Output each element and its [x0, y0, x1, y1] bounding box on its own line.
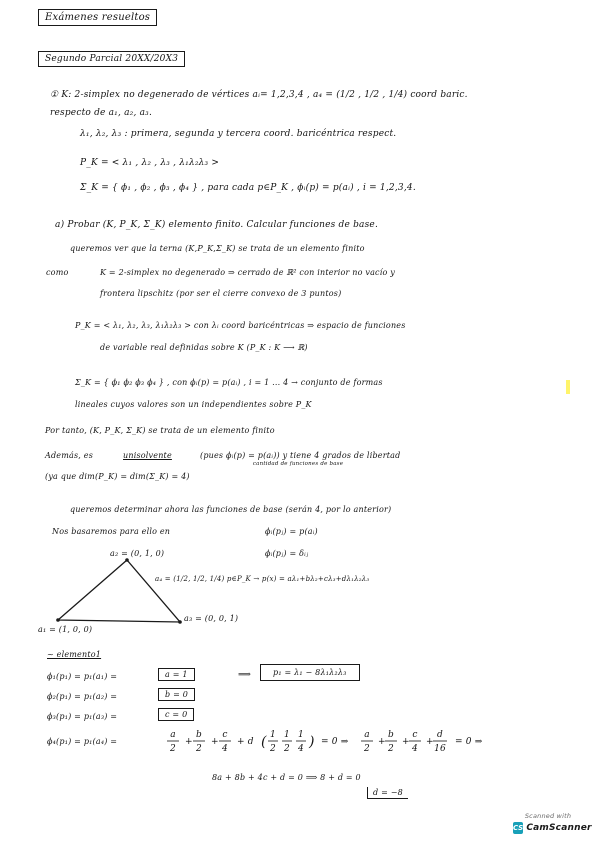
frac-a-den: 2 [170, 744, 176, 754]
phi4-eq: ϕ₄(p₁) = p₁(a₄) = [47, 737, 118, 746]
statement-line-3: λ₁, λ₂, λ₃ : primera, segunda y tercera coord. baricéntrica respect. [80, 129, 397, 139]
label-a3: a₃ = (0, 0, 1) [184, 614, 239, 623]
text-line-14: Por tanto, (K, P_K, Σ_K) se trata de un elemento finito [45, 426, 275, 435]
frac-b-den: 2 [196, 744, 202, 754]
text-line-18a: Nos basaremos para ello en [52, 527, 171, 536]
text-line-18b: ϕᵢ(pⱼ) = p(aᵢ) [265, 527, 318, 536]
svg-text:4: 4 [412, 744, 418, 754]
svg-text:): ) [309, 734, 315, 750]
text-line-15b-underlined: unisolvente [123, 451, 172, 460]
box-d-result [367, 787, 408, 799]
text-line-17: queremos determinar ahora las funciones de base (serán 4, por lo anterior) [70, 505, 392, 514]
label-a1: a₁ = (1, 0, 0) [38, 625, 93, 634]
svg-text:1: 1 [298, 730, 304, 740]
text-line-15c: (pues ϕᵢ(p) = p(aᵢ)) y tiene 4 grados de libertad [200, 451, 401, 460]
svg-text:(: ( [261, 734, 267, 750]
label-a2: a₂ = (0, 1, 0) [110, 549, 165, 558]
header-title: Exámenes resueltos [45, 12, 151, 23]
svg-text:16: 16 [434, 744, 446, 754]
text-line-16: (ya que dim(P_K) = dim(Σ_K) = 4) [45, 472, 190, 481]
statement-line-5: Σ_K = { ϕ₁ , ϕ₂ , ϕ₃ , ϕ₄ } , para cada p∈P_K , ϕᵢ(p) = p(aᵢ) , i = 1,2,3,4. [80, 183, 416, 193]
svg-text:2: 2 [270, 744, 276, 754]
phi3-eq: ϕ₃(p₁) = p₁(a₃) = [47, 712, 118, 721]
text-line-7: queremos ver que la terna (K,P_K,Σ_K) se trata de un elemento finito [70, 244, 365, 253]
camscanner-logo-icon: CS [513, 824, 524, 832]
text-line-9: frontera lipschitz (por ser el cierre convexo de 3 puntos) [100, 289, 342, 298]
text-line-13: lineales cuyos valores son un independientes sobre P_K [75, 400, 312, 409]
scanned-with-label: Scanned with [524, 812, 572, 820]
text-line-8b: K = 2-simplex no degenerado ⇒ cerrado de ℝ² con interior no vacío y [100, 268, 395, 277]
final-equation: 8a + 8b + 4c + d = 0 ⟹ 8 + d = 0 [212, 773, 361, 782]
vertex-a1 [56, 618, 60, 622]
svg-text:4: 4 [298, 744, 304, 754]
box-p1-text: p₁ = λ₁ − 8λ₁λ₂λ₃ [273, 668, 347, 677]
header-title-box [38, 9, 157, 26]
vertex-a2 [125, 558, 129, 562]
vertex-a3 [178, 620, 182, 624]
frac-a-num: a [170, 730, 176, 740]
svg-text:+: + [402, 737, 410, 747]
box-d-text: d = −8 [373, 788, 403, 797]
text-line-8a: como [46, 268, 69, 277]
box-c-text: c = 0 [165, 710, 188, 719]
box-b-equals-0 [158, 688, 195, 701]
header-subtitle-box [38, 51, 185, 67]
text-line-10: P_K = < λ₁, λ₂, λ₃, λ₁λ₂λ₃ > con λᵢ coord baricéntricas ⇒ espacio de funciones [75, 321, 406, 330]
highlighter-mark [566, 380, 570, 394]
svg-text:2: 2 [284, 744, 290, 754]
frac-b-num: b [196, 730, 202, 740]
camscanner-brand: CamScanner [526, 823, 592, 833]
text-line-11: de variable real definidas sobre K (P_K : K ⟶ ℝ) [100, 343, 308, 352]
svg-text:d: d [437, 730, 443, 740]
text-line-12: Σ_K = { ϕ₁ ϕ₂ ϕ₃ ϕ₄ } , con ϕᵢ(p) = p(aᵢ) , i = 1 ... 4 → conjunto de formas [75, 378, 383, 387]
frac-c-num: c [222, 730, 228, 740]
svg-text:1: 1 [270, 730, 276, 740]
camscanner-badge [509, 812, 592, 840]
svg-text:a: a [364, 730, 370, 740]
svg-text:+: + [426, 737, 434, 747]
svg-text:c: c [412, 730, 418, 740]
statement-line-2: respecto de a₁, a₂, a₃. [50, 108, 153, 118]
header-subtitle: Segundo Parcial 20XX/20X3 [45, 54, 179, 64]
annotation-note: cantidad de funciones de base [252, 461, 344, 467]
box-c-equals-0 [158, 708, 194, 721]
box-b-text: b = 0 [165, 690, 188, 699]
part-a-heading: a) Probar (K, P_K, Σ_K) elemento finito. Calcular funciones de base. [55, 220, 379, 230]
phi2-eq: ϕ₂(p₁) = p₁(a₂) = [47, 692, 118, 701]
plus-d: + d [237, 737, 254, 747]
text-line-15a: Además, es [45, 451, 94, 460]
implies-arrow: ⟹ [238, 670, 252, 680]
svg-text:2: 2 [364, 744, 370, 754]
box-a-equals-1 [158, 668, 195, 681]
statement-line-4: P_K = < λ₁ , λ₂ , λ₃ , λ₁λ₂λ₃ > [80, 158, 220, 168]
frac-c-den: 4 [222, 744, 228, 754]
triangle-edges [58, 560, 180, 622]
fraction-equation [165, 726, 525, 760]
equals-zero-2: = 0 ⇒ [455, 737, 483, 747]
statement-line-1: ① K: 2-simplex no degenerado de vértices aᵢ= 1,2,3,4 , a₄ = (1/2 , 1/2 , 1/4) coord baric. [50, 90, 468, 100]
svg-text:1: 1 [284, 730, 290, 740]
box-a-text: a = 1 [165, 670, 188, 679]
text-line-20: a₄ = (1/2, 1/2, 1/4) p∈P_K → p(x) = aλ₁+bλ₂+cλ₃+dλ₁λ₂λ₃ [155, 575, 370, 583]
box-p1-result [260, 664, 360, 681]
svg-text:+: + [211, 737, 219, 747]
text-line-19: ϕᵢ(pⱼ) = δᵢⱼ [265, 549, 309, 558]
element-1-heading: ~ elemento1 [47, 650, 102, 659]
phi1-eq: ϕ₁(p₁) = p₁(a₁) = [47, 672, 118, 681]
equals-zero-1: = 0 ⇒ [321, 737, 349, 747]
svg-text:+: + [378, 737, 386, 747]
svg-text:b: b [388, 730, 394, 740]
svg-text:+: + [185, 737, 193, 747]
svg-text:2: 2 [388, 744, 394, 754]
